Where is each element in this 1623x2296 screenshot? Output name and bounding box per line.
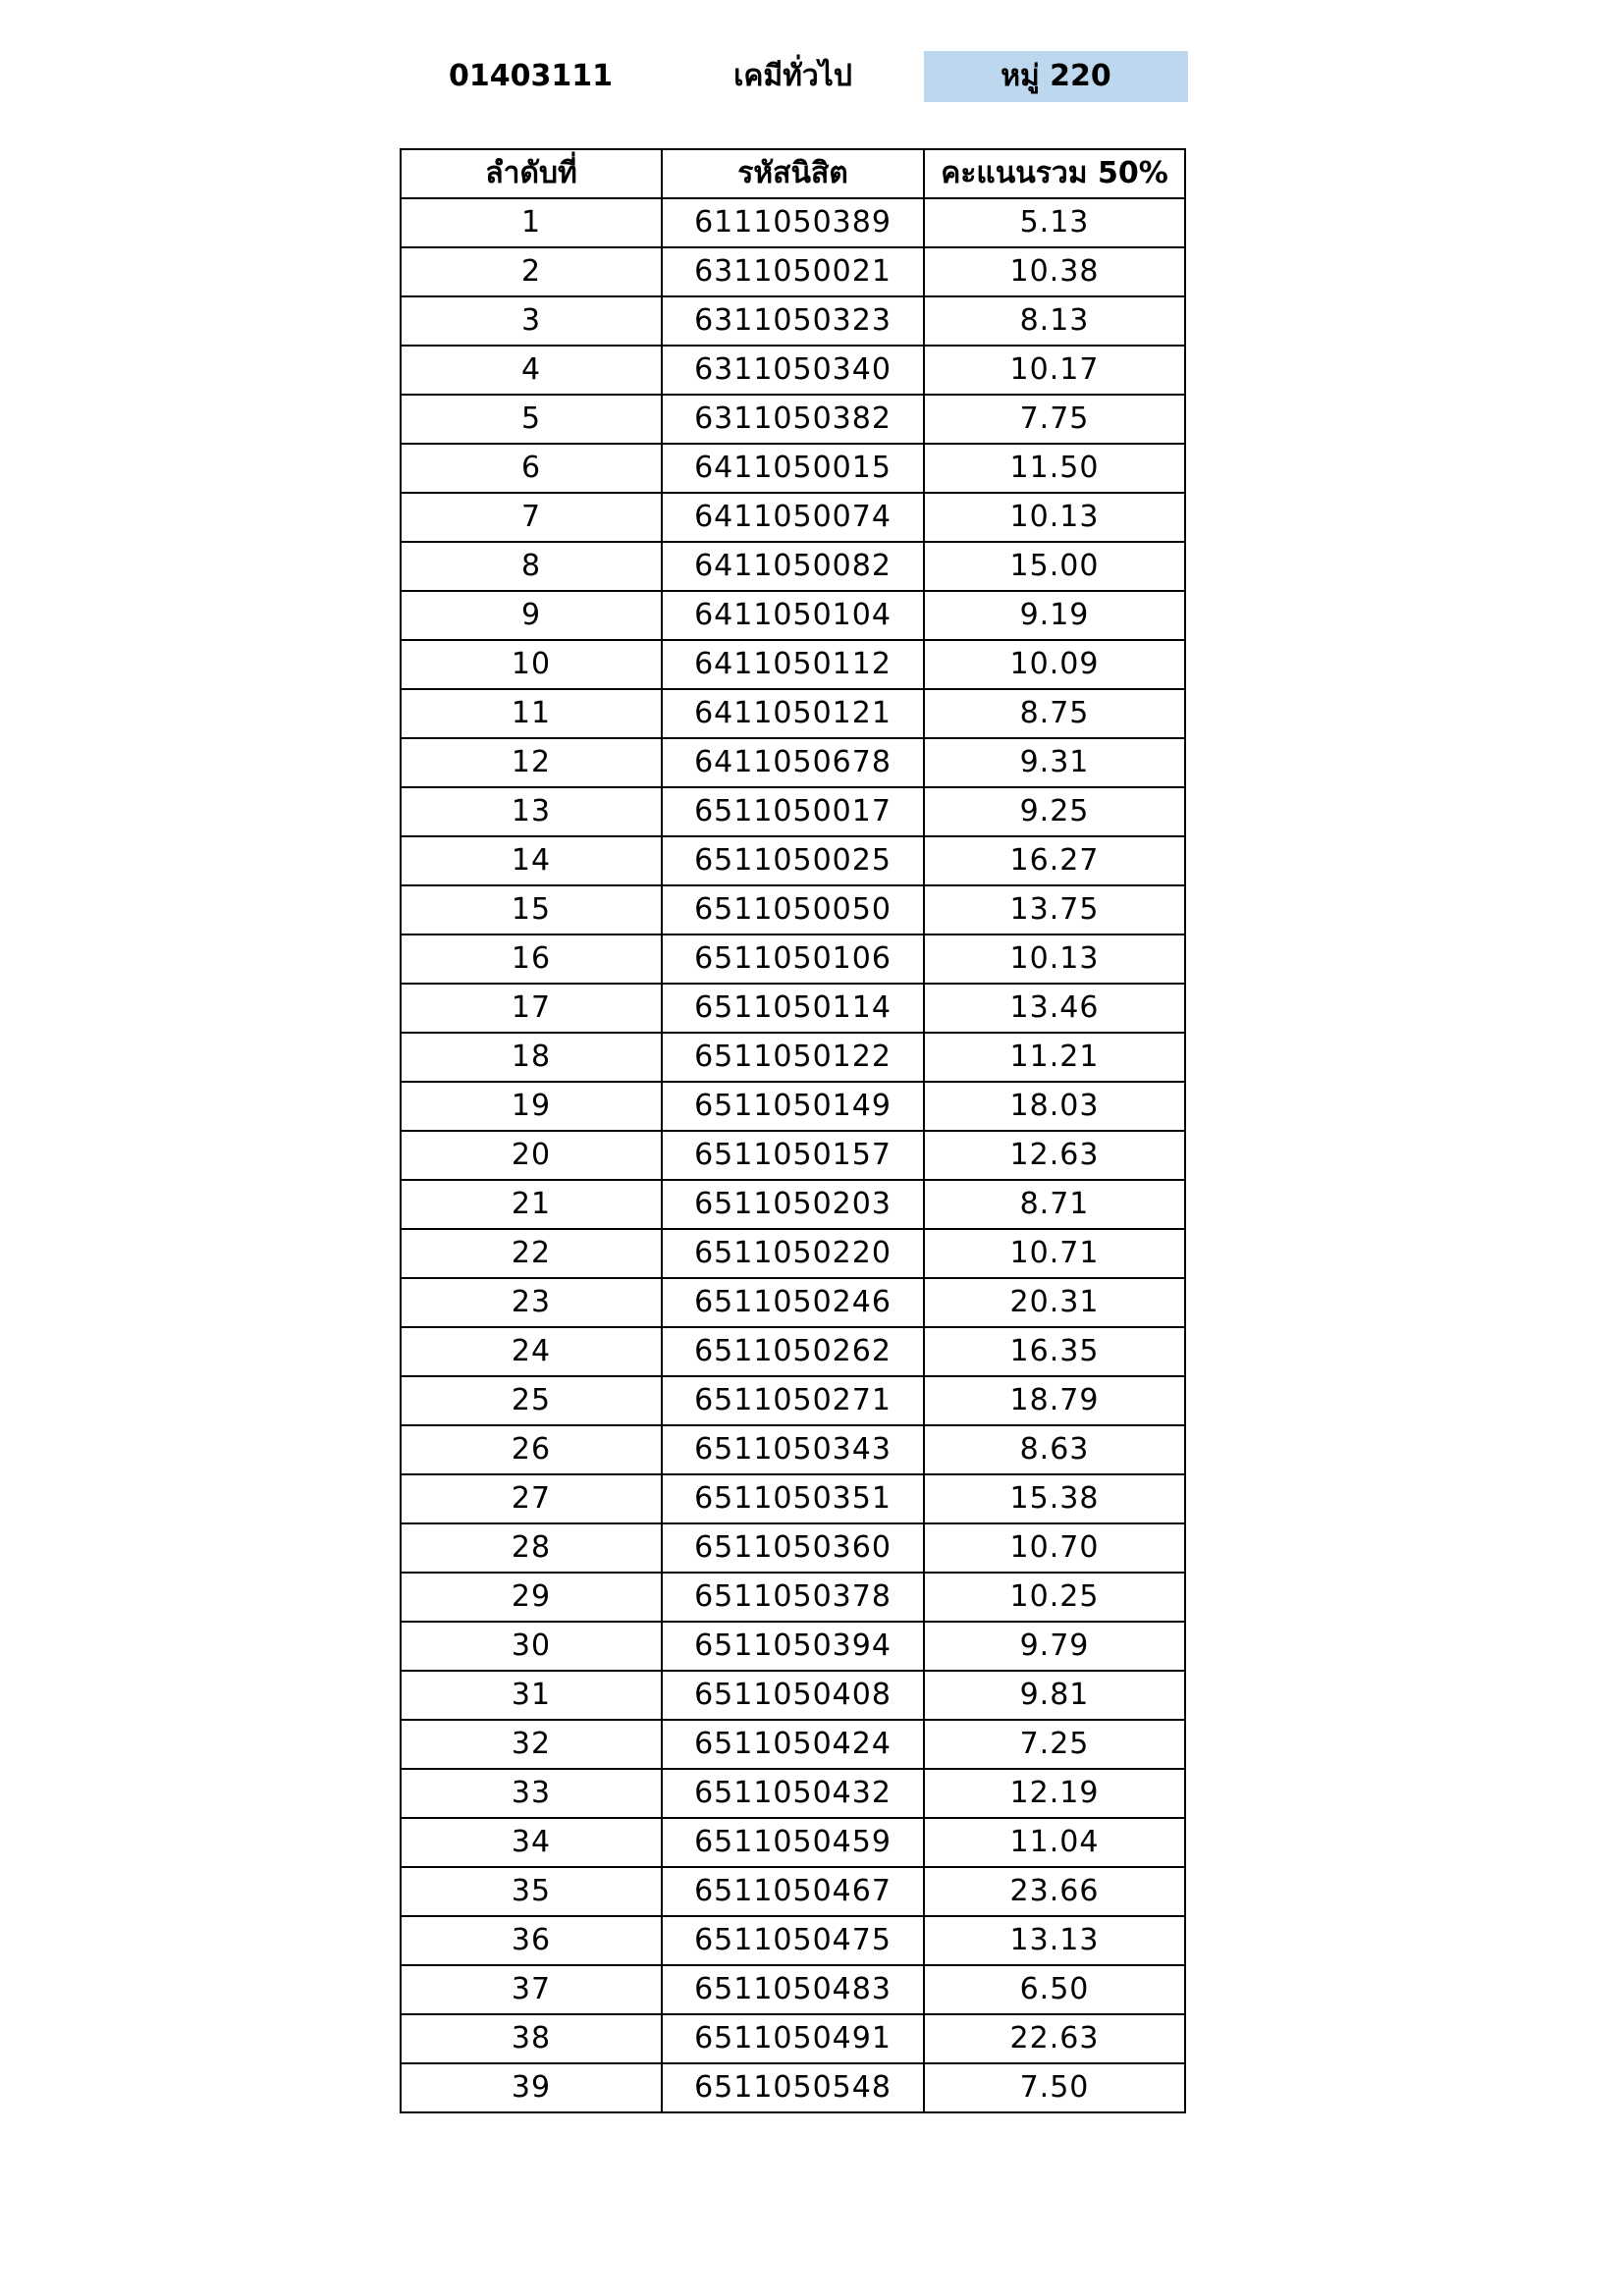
row-student-id-cell: 6511050017 <box>662 787 924 836</box>
row-order-cell: 32 <box>401 1720 662 1769</box>
row-score-cell: 15.00 <box>924 542 1185 591</box>
row-score-cell: 23.66 <box>924 1867 1185 1916</box>
row-order-cell: 1 <box>401 198 662 247</box>
row-student-id-cell: 6311050382 <box>662 395 924 444</box>
row-order-cell: 23 <box>401 1278 662 1327</box>
row-score-cell: 9.81 <box>924 1671 1185 1720</box>
table-row <box>401 1131 1185 1180</box>
row-order-cell: 22 <box>401 1229 662 1278</box>
row-score-cell: 10.25 <box>924 1573 1185 1622</box>
row-score-cell: 7.25 <box>924 1720 1185 1769</box>
row-order-cell: 15 <box>401 885 662 934</box>
row-order-cell: 5 <box>401 395 662 444</box>
row-score-cell: 12.19 <box>924 1769 1185 1818</box>
table-row <box>401 2063 1185 2112</box>
table-row <box>401 1671 1185 1720</box>
row-score-cell: 16.35 <box>924 1327 1185 1376</box>
table-row <box>401 444 1185 493</box>
row-order-cell: 28 <box>401 1523 662 1573</box>
row-order-cell: 14 <box>401 836 662 885</box>
row-score-cell: 12.63 <box>924 1131 1185 1180</box>
row-order-cell: 29 <box>401 1573 662 1622</box>
row-student-id-cell: 6511050378 <box>662 1573 924 1622</box>
row-order-cell: 26 <box>401 1425 662 1474</box>
row-student-id-cell: 6311050340 <box>662 346 924 395</box>
row-student-id-cell: 6511050360 <box>662 1523 924 1573</box>
row-score-cell: 5.13 <box>924 198 1185 247</box>
row-student-id-cell: 6511050459 <box>662 1818 924 1867</box>
row-order-cell: 12 <box>401 738 662 787</box>
row-order-cell: 36 <box>401 1916 662 1965</box>
row-score-cell: 10.71 <box>924 1229 1185 1278</box>
table-row <box>401 1769 1185 1818</box>
column-header-student-id: รหัสนิสิต <box>662 149 924 198</box>
row-order-cell: 21 <box>401 1180 662 1229</box>
row-student-id-cell: 6411050112 <box>662 640 924 689</box>
row-order-cell: 31 <box>401 1671 662 1720</box>
row-order-cell: 4 <box>401 346 662 395</box>
table-row <box>401 689 1185 738</box>
table-row <box>401 1523 1185 1573</box>
row-student-id-cell: 6511050025 <box>662 836 924 885</box>
table-body <box>401 198 1185 2112</box>
row-score-cell: 13.75 <box>924 885 1185 934</box>
table-row <box>401 1965 1185 2014</box>
score-table <box>400 148 1186 2113</box>
row-order-cell: 10 <box>401 640 662 689</box>
row-score-cell: 8.13 <box>924 296 1185 346</box>
row-score-cell: 10.17 <box>924 346 1185 395</box>
table-row <box>401 1327 1185 1376</box>
table-row <box>401 542 1185 591</box>
row-student-id-cell: 6511050491 <box>662 2014 924 2063</box>
table-row <box>401 1229 1185 1278</box>
table-row <box>401 395 1185 444</box>
row-student-id-cell: 6411050074 <box>662 493 924 542</box>
row-student-id-cell: 6511050220 <box>662 1229 924 1278</box>
row-student-id-cell: 6511050114 <box>662 984 924 1033</box>
row-student-id-cell: 6411050015 <box>662 444 924 493</box>
row-score-cell: 22.63 <box>924 2014 1185 2063</box>
row-score-cell: 15.38 <box>924 1474 1185 1523</box>
row-score-cell: 18.79 <box>924 1376 1185 1425</box>
row-order-cell: 16 <box>401 934 662 984</box>
table-row <box>401 591 1185 640</box>
row-student-id-cell: 6511050050 <box>662 885 924 934</box>
row-student-id-cell: 6511050271 <box>662 1376 924 1425</box>
row-score-cell: 18.03 <box>924 1082 1185 1131</box>
row-student-id-cell: 6311050323 <box>662 296 924 346</box>
table-row <box>401 885 1185 934</box>
row-student-id-cell: 6511050246 <box>662 1278 924 1327</box>
table-row <box>401 1720 1185 1769</box>
table-row <box>401 1082 1185 1131</box>
row-student-id-cell: 6511050548 <box>662 2063 924 2112</box>
row-score-cell: 13.46 <box>924 984 1185 1033</box>
row-order-cell: 9 <box>401 591 662 640</box>
table-row <box>401 198 1185 247</box>
table-row <box>401 1180 1185 1229</box>
document-header <box>0 51 1623 102</box>
row-order-cell: 13 <box>401 787 662 836</box>
row-student-id-cell: 6511050483 <box>662 1965 924 2014</box>
table-header-row <box>401 149 1185 198</box>
row-student-id-cell: 6511050149 <box>662 1082 924 1131</box>
table-row <box>401 247 1185 296</box>
row-score-cell: 10.38 <box>924 247 1185 296</box>
row-student-id-cell: 6511050157 <box>662 1131 924 1180</box>
table-row <box>401 2014 1185 2063</box>
row-student-id-cell: 6411050082 <box>662 542 924 591</box>
row-student-id-cell: 6511050408 <box>662 1671 924 1720</box>
row-order-cell: 25 <box>401 1376 662 1425</box>
row-order-cell: 6 <box>401 444 662 493</box>
row-student-id-cell: 6311050021 <box>662 247 924 296</box>
table-row <box>401 1376 1185 1425</box>
row-student-id-cell: 6411050121 <box>662 689 924 738</box>
row-score-cell: 9.25 <box>924 787 1185 836</box>
table-row <box>401 836 1185 885</box>
table-row <box>401 738 1185 787</box>
course-name: เคมีทั่วไป <box>733 59 852 93</box>
row-order-cell: 24 <box>401 1327 662 1376</box>
row-score-cell: 11.50 <box>924 444 1185 493</box>
row-order-cell: 20 <box>401 1131 662 1180</box>
table-row <box>401 1818 1185 1867</box>
row-order-cell: 27 <box>401 1474 662 1523</box>
row-student-id-cell: 6411050678 <box>662 738 924 787</box>
row-student-id-cell: 6511050262 <box>662 1327 924 1376</box>
row-order-cell: 2 <box>401 247 662 296</box>
row-score-cell: 10.13 <box>924 934 1185 984</box>
row-student-id-cell: 6511050432 <box>662 1769 924 1818</box>
row-student-id-cell: 6511050424 <box>662 1720 924 1769</box>
row-order-cell: 7 <box>401 493 662 542</box>
row-student-id-cell: 6511050343 <box>662 1425 924 1474</box>
row-score-cell: 6.50 <box>924 1965 1185 2014</box>
section-badge: หมู่ 220 <box>924 51 1188 102</box>
row-student-id-cell: 6111050389 <box>662 198 924 247</box>
row-order-cell: 19 <box>401 1082 662 1131</box>
row-order-cell: 30 <box>401 1622 662 1671</box>
row-order-cell: 39 <box>401 2063 662 2112</box>
row-order-cell: 8 <box>401 542 662 591</box>
table-row <box>401 1278 1185 1327</box>
row-student-id-cell: 6511050394 <box>662 1622 924 1671</box>
table-row <box>401 1425 1185 1474</box>
row-order-cell: 11 <box>401 689 662 738</box>
table-row <box>401 1573 1185 1622</box>
row-score-cell: 8.63 <box>924 1425 1185 1474</box>
row-score-cell: 9.79 <box>924 1622 1185 1671</box>
row-student-id-cell: 6511050106 <box>662 934 924 984</box>
row-score-cell: 11.04 <box>924 1818 1185 1867</box>
row-order-cell: 33 <box>401 1769 662 1818</box>
row-order-cell: 37 <box>401 1965 662 2014</box>
row-score-cell: 13.13 <box>924 1916 1185 1965</box>
row-order-cell: 35 <box>401 1867 662 1916</box>
row-student-id-cell: 6511050203 <box>662 1180 924 1229</box>
column-header-total-score: คะแนนรวม 50% <box>924 149 1185 198</box>
table-row <box>401 346 1185 395</box>
row-student-id-cell: 6511050475 <box>662 1916 924 1965</box>
row-score-cell: 9.31 <box>924 738 1185 787</box>
row-student-id-cell: 6511050351 <box>662 1474 924 1523</box>
row-score-cell: 9.19 <box>924 591 1185 640</box>
table-row <box>401 1916 1185 1965</box>
table-row <box>401 934 1185 984</box>
table-row <box>401 1474 1185 1523</box>
row-order-cell: 3 <box>401 296 662 346</box>
row-score-cell: 11.21 <box>924 1033 1185 1082</box>
row-score-cell: 8.71 <box>924 1180 1185 1229</box>
row-order-cell: 18 <box>401 1033 662 1082</box>
row-score-cell: 10.70 <box>924 1523 1185 1573</box>
row-order-cell: 17 <box>401 984 662 1033</box>
table-row <box>401 1867 1185 1916</box>
row-order-cell: 34 <box>401 1818 662 1867</box>
table-row <box>401 1622 1185 1671</box>
table-row <box>401 1033 1185 1082</box>
table-row <box>401 296 1185 346</box>
row-score-cell: 8.75 <box>924 689 1185 738</box>
table-row <box>401 787 1185 836</box>
row-order-cell: 38 <box>401 2014 662 2063</box>
course-code: 01403111 <box>449 59 613 93</box>
row-score-cell: 20.31 <box>924 1278 1185 1327</box>
table-row <box>401 640 1185 689</box>
row-score-cell: 10.13 <box>924 493 1185 542</box>
table-row <box>401 984 1185 1033</box>
row-score-cell: 10.09 <box>924 640 1185 689</box>
row-student-id-cell: 6511050122 <box>662 1033 924 1082</box>
row-score-cell: 16.27 <box>924 836 1185 885</box>
row-student-id-cell: 6411050104 <box>662 591 924 640</box>
row-student-id-cell: 6511050467 <box>662 1867 924 1916</box>
row-score-cell: 7.75 <box>924 395 1185 444</box>
column-header-order: ลำดับที่ <box>401 149 662 198</box>
table-row <box>401 493 1185 542</box>
row-score-cell: 7.50 <box>924 2063 1185 2112</box>
